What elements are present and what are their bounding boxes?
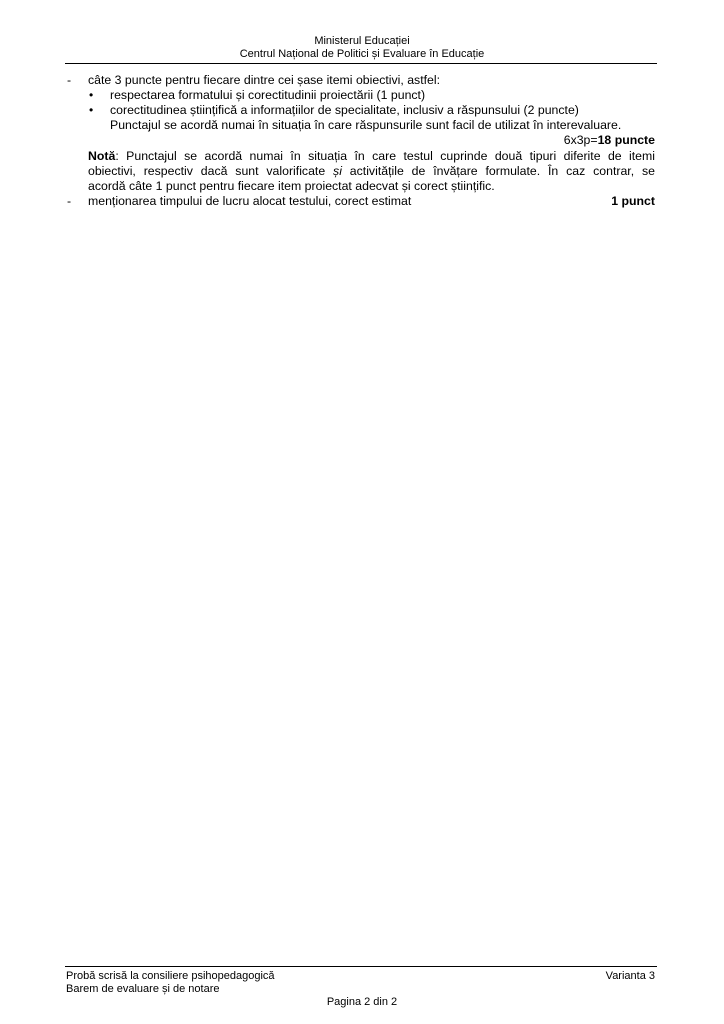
bullet-icon: • xyxy=(89,103,94,117)
bullet-scientific: corectitudinea științifică a informațiilor de specialitate, inclusiv a răspunsului (2 puncte) xyxy=(110,103,579,117)
footer-variant: Varianta 3 xyxy=(605,970,655,982)
header-center: Centrul Național de Politici și Evaluare în Educație xyxy=(239,48,485,60)
note-line-3: acordă câte 1 punct pentru fiecare item proiectat adecvat și corect științific. xyxy=(88,179,495,193)
bullet-icon: • xyxy=(89,88,94,102)
item-working-time: menționarea timpului de lucru alocat testului, corect estimat xyxy=(88,194,412,208)
note-label: Notă xyxy=(88,149,116,163)
header-ministry: Ministerul Educației xyxy=(314,35,410,47)
footer-barem: Barem de evaluare și de notare xyxy=(66,983,220,995)
score-objective-items: 6x3p=18 puncte xyxy=(563,133,655,147)
footer-exam-title: Probă scrisă la consiliere psihopedagogică xyxy=(66,970,275,982)
item-objective-items: câte 3 puncte pentru fiecare dintre cei șase itemi obiectivi, astfel: xyxy=(88,73,441,87)
list-dash: - xyxy=(67,194,72,208)
footer-page-number: Pagina 2 din 2 xyxy=(326,996,398,1008)
score-working-time: 1 punct xyxy=(611,194,655,208)
note-line-1: Notă: Punctajul se acordă numai în situația în care testul cuprinde două tipuri diferite de itemi xyxy=(88,149,655,163)
header-divider xyxy=(65,63,657,64)
footer-divider xyxy=(65,966,657,967)
note-line-2: obiectivi, respectiv dacă sunt valorificate și activitățile de învățare formulate. În caz contrar, se xyxy=(88,164,655,178)
bullet-format: respectarea formatului și corectitudinii proiectării (1 punct) xyxy=(110,88,426,102)
bullet-scientific-continued: Punctajul se acordă numai în situația în care răspunsurile sunt facil de utilizat în interevaluare. xyxy=(110,118,622,132)
list-dash: - xyxy=(67,73,72,87)
